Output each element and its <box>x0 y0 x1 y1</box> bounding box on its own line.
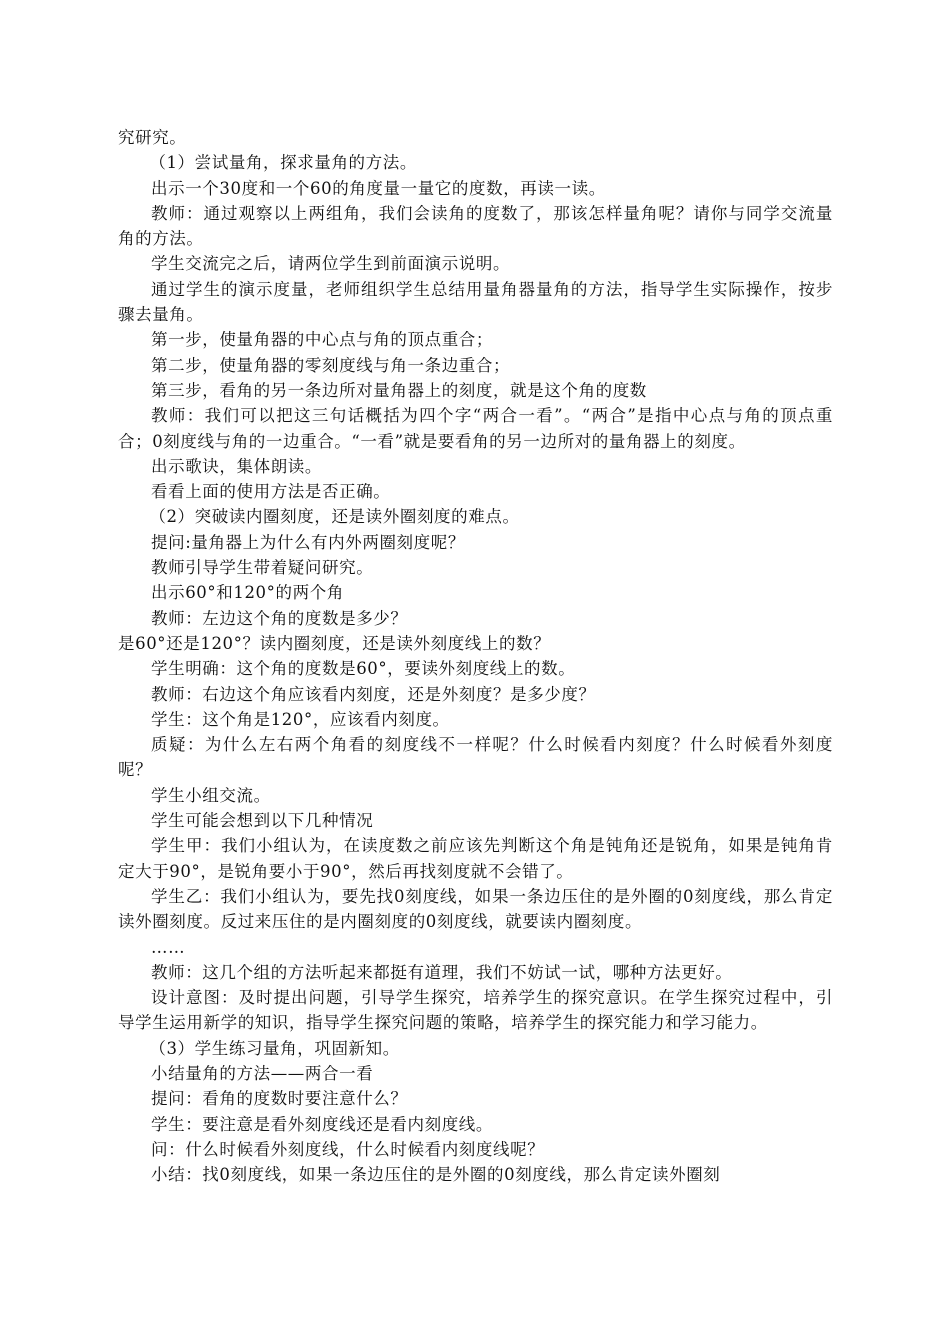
paragraph: …… <box>151 937 186 957</box>
paragraph: 教师：右边这个角应该看内刻度，还是外刻度？是多少度？ <box>151 684 596 704</box>
paragraph: 教师：左边这个角的度数是多少？ <box>151 608 408 628</box>
paragraph: 学生乙：我们小组认为，要先找0刻度线，如果一条边压住的是外圈的0刻度线，那么肯定读外圈刻度。反过来压住的是内圈刻度的0刻度线，就要读内圈刻度。 <box>118 886 833 932</box>
paragraph: 教师：我们可以把这三句话概括为四个字“两合一看”。“两合”是指中心点与角的顶点重合；0刻度线与角的一边重合。“一看”就是要看角的另一边所对的量角器上的刻度。 <box>118 406 833 451</box>
paragraph: 小结：找0刻度线，如果一条边压住的是外圈的0刻度线，那么肯定读外圈刻 <box>151 1165 721 1185</box>
paragraph: （3）学生练习量角，巩固新知。 <box>149 1038 400 1058</box>
paragraph: 小结量角的方法——两合一看 <box>151 1063 374 1083</box>
paragraph: 出示60°和120°的两个角 <box>151 583 344 603</box>
paragraph: （2）突破读内圈刻度，还是读外圈刻度的难点。 <box>149 507 520 527</box>
paragraph: 通过学生的演示度量，老师组织学生总结用量角器量角的方法，指导学生实际操作，按步骤去量角。 <box>118 279 833 325</box>
paragraph: 质疑：为什么左右两个角看的刻度线不一样呢？什么时候看内刻度？什么时候看外刻度呢？ <box>118 735 833 780</box>
paragraph: 教师：这几个组的方法听起来都挺有道理，我们不妨试一试，哪种方法更好。 <box>151 962 733 982</box>
paragraph: 教师引导学生带着疑问研究。 <box>151 558 374 578</box>
paragraph: （1）尝试量角，探求量角的方法。 <box>149 153 417 173</box>
document-body <box>118 125 833 1187</box>
paragraph: 学生交流完之后，请两位学生到前面演示说明。 <box>151 254 511 274</box>
paragraph: 学生甲：我们小组认为，在读度数之前应该先判断这个角是钝角还是锐角，如果是钝角肯定大于90°，是锐角要小于90°，然后再找刻度就不会错了。 <box>118 836 833 881</box>
paragraph: 第二步，使量角器的零刻度线与角一条边重合； <box>151 355 511 375</box>
paragraph: 设计意图：及时提出问题，引导学生探究，培养学生的探究意识。在学生探究过程中，引导学生运用新学的知识，指导学生探究问题的策略，培养学生的探究能力和学习能力。 <box>118 988 833 1033</box>
paragraph: 出示歌诀，集体朗读。 <box>151 456 322 476</box>
paragraph: 学生明确：这个角的度数是60°，要读外刻度线上的数。 <box>151 659 576 679</box>
paragraph: 学生可能会想到以下几种情况 <box>151 811 374 831</box>
paragraph: 第三步，看角的另一条边所对量角器上的刻度，就是这个角的度数 <box>151 380 647 400</box>
paragraph: 是60°还是120°？读内圈刻度，还是读外刻度线上的数？ <box>118 633 551 653</box>
paragraph: 教师：通过观察以上两组角，我们会读角的度数了，那该怎样量角呢？请你与同学交流量角的方法。 <box>118 203 833 249</box>
paragraph: 问：什么时候看外刻度线，什么时候看内刻度线呢？ <box>151 1139 545 1159</box>
paragraph: 究研究。 <box>118 128 187 147</box>
paragraph: 提问：看角的度数时要注意什么？ <box>151 1089 408 1109</box>
paragraph: 提问:量角器上为什么有内外两圈刻度呢？ <box>151 532 465 552</box>
paragraph: 学生：这个角是120°，应该看内刻度。 <box>151 709 450 729</box>
paragraph: 第一步，使量角器的中心点与角的顶点重合； <box>151 330 493 350</box>
paragraph: 学生小组交流。 <box>151 785 271 805</box>
paragraph: 出示一个30度和一个60的角度量一量它的度数，再读一读。 <box>151 178 606 198</box>
paragraph: 学生：要注意是看外刻度线还是看内刻度线。 <box>151 1114 493 1134</box>
paragraph: 看看上面的使用方法是否正确。 <box>151 482 391 502</box>
